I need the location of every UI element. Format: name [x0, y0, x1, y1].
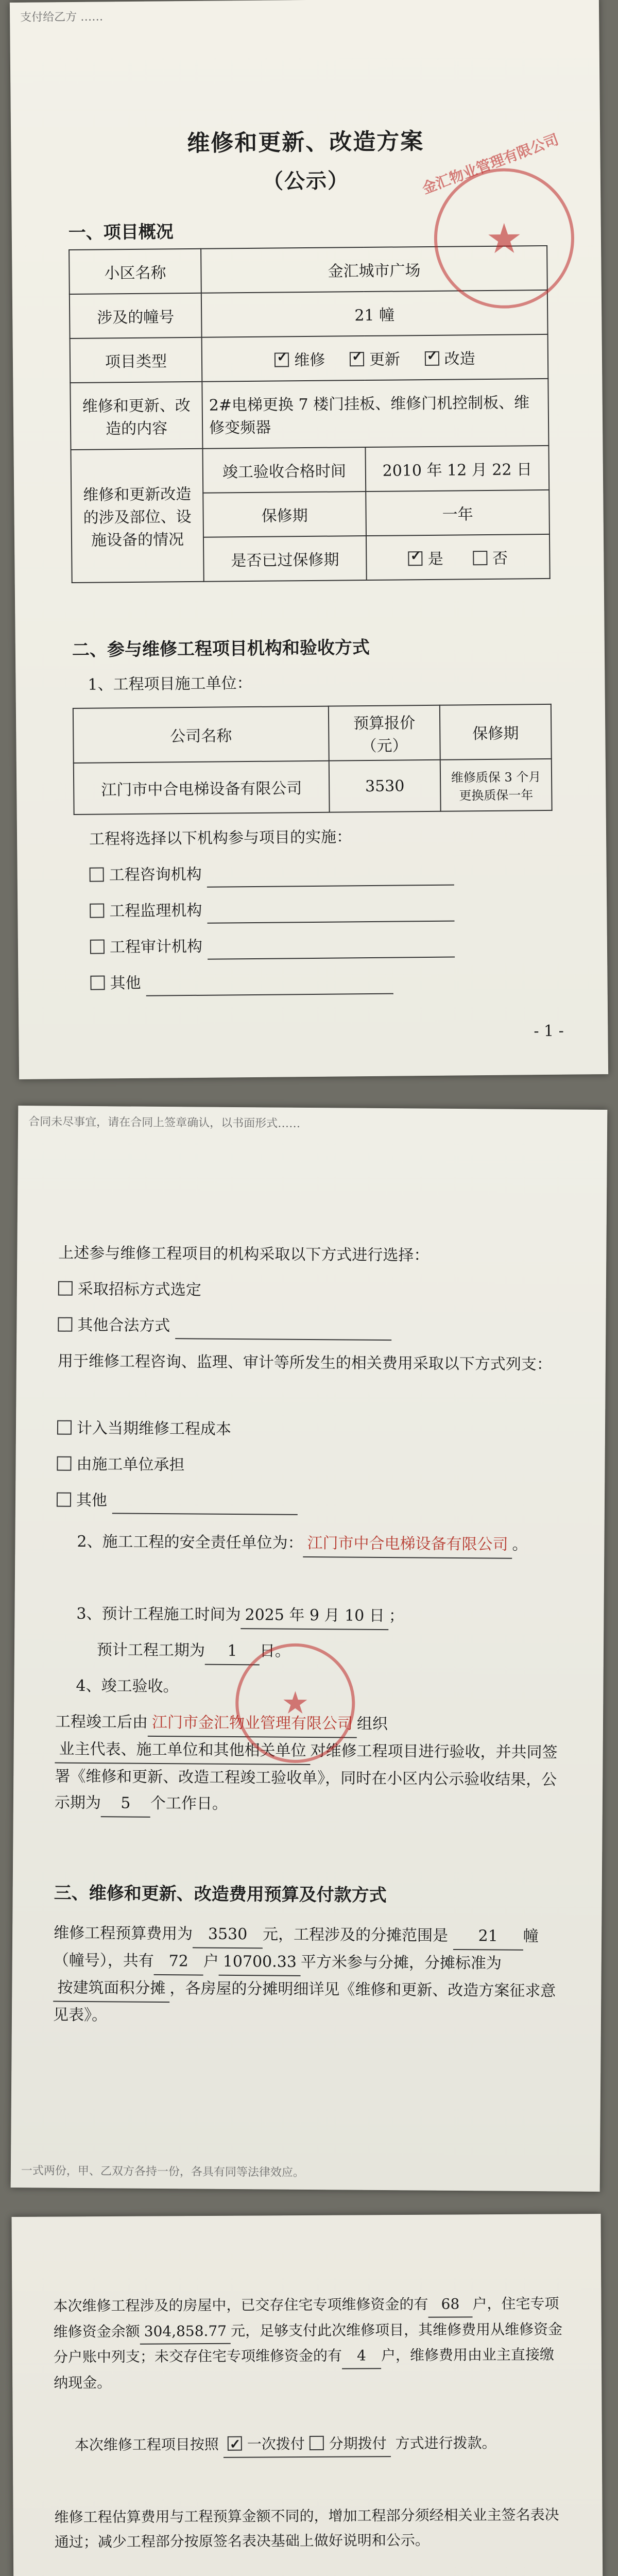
- option-label: 工程咨询机构: [109, 865, 202, 885]
- text: 组织: [356, 1715, 388, 1734]
- text: ，共有: [107, 1952, 154, 1970]
- text: 对维修工程项目进行验收，并共同签署《维修和更新、改造工程竣工验收单》，同时在小区内公示验收结果，公示期为: [54, 1742, 558, 1812]
- col-header: 保修期: [440, 704, 552, 760]
- budget-paragraph: [53, 1920, 563, 2032]
- budget-value: 3530: [329, 760, 441, 812]
- seal-star-icon: ★: [281, 1685, 310, 1722]
- duration-value: 1: [205, 1638, 260, 1666]
- blank-line: [207, 885, 454, 888]
- text: 维修工程预算费用为: [54, 1924, 193, 1943]
- seal-text: 金汇物业管理有限公司: [420, 130, 561, 197]
- checkbox-checked: [425, 351, 439, 366]
- checkbox-unchecked: [58, 1317, 72, 1332]
- option-label: 由施工单位承担: [76, 1455, 185, 1475]
- construction-time-line: [76, 1601, 404, 1630]
- col-header: 公司名称: [73, 706, 329, 763]
- option-label: 其他合法方式: [77, 1316, 170, 1335]
- payment-options: [224, 2431, 391, 2458]
- text: 工程竣工后由: [55, 1713, 148, 1732]
- bottom-note: 一式两份，甲、乙双方各持一份，各具有同等法律效应。: [21, 2164, 304, 2179]
- paid-households: 68: [428, 2292, 472, 2317]
- text: 户，维修费用由业主直接缴纳现金。: [54, 2346, 555, 2392]
- blank-line: [207, 921, 454, 924]
- agency-option: [90, 931, 455, 961]
- allocation-standard: 按建筑面积分摊: [53, 1975, 169, 2003]
- selection-option: [57, 1415, 231, 1443]
- text: 3、预计工程施工时间为: [76, 1604, 241, 1624]
- checkbox-checked: [350, 352, 364, 366]
- agencies-intro: 工程将选择以下机构参与项目的实施：: [89, 828, 352, 849]
- cell-value: 21 幢: [201, 290, 548, 337]
- text: 本次维修工程项目按照: [74, 2435, 219, 2454]
- fund-paragraph: [53, 2291, 563, 2395]
- publicity-days-value: 5: [101, 1790, 150, 1818]
- page-3: [12, 2214, 607, 2576]
- option-label: 其他: [76, 1491, 108, 1510]
- top-note: 合同未尽事宜，请在合同上签章确认，以书面形式……: [28, 1115, 301, 1130]
- building-number: 21: [453, 1923, 523, 1951]
- cell-value: 一年: [366, 490, 550, 536]
- text: 日。: [259, 1642, 291, 1660]
- option-label: 工程审计机构: [109, 937, 203, 957]
- text: 元，足够支付此次维修项目，其维修费用从维修资金分户账中列支；未交存住宅专项维修资金的有: [53, 2320, 563, 2366]
- cell-label: 维修和更新、改造的内容: [70, 382, 202, 450]
- option-label: 其他: [110, 974, 141, 993]
- text: 元，工程涉及的分摊范围是: [263, 1925, 449, 1945]
- option-label: 工程监理机构: [109, 901, 202, 921]
- option-label: 更新: [369, 350, 401, 369]
- checkbox-unchecked: [90, 939, 105, 954]
- blank-line: [175, 1338, 391, 1341]
- text: 预计工程工期为: [96, 1641, 205, 1660]
- item-1-label: 1、工程项目施工单位：: [88, 674, 252, 694]
- warranty-value: 维修质保 3 个月更换质保一年: [440, 759, 552, 811]
- blank-line: [208, 957, 455, 960]
- paragraph: 上述参与维修工程项目的机构采取以下方式进行选择：: [58, 1244, 430, 1265]
- top-note: 支付给乙方 ……: [20, 10, 104, 24]
- text: 平方米参与分摊，分摊标准为: [300, 1953, 502, 1973]
- project-type-options: [202, 334, 548, 382]
- option-label: 改造: [444, 350, 475, 368]
- household-count: 72: [154, 1948, 203, 1976]
- warranty-options: [366, 534, 550, 580]
- unpaid-households: 4: [342, 2343, 381, 2369]
- selection-option: [57, 1451, 184, 1479]
- agency-option: [90, 968, 393, 997]
- selection-option: [58, 1276, 201, 1303]
- text: 个工作日。: [150, 1794, 228, 1813]
- section-3-heading: 三、维修和更新、改造费用预算及付款方式: [54, 1883, 387, 1906]
- checkbox-checked: [228, 2436, 242, 2451]
- construction-date-value: 2025 年 9 月 10 日: [241, 1602, 389, 1630]
- text: ；: [388, 1607, 404, 1625]
- cell-label: 竣工验收合格时间: [202, 447, 366, 493]
- option-label: 计入当期维修工程成本: [76, 1419, 232, 1438]
- payment-method-line: [75, 2430, 564, 2459]
- doc-title: 维修和更新、改造方案: [187, 128, 424, 157]
- safety-unit-line: [77, 1529, 561, 1560]
- cell-value: 2#电梯更换 7 楼门挂板、维修门机控制板、维修变频器: [202, 379, 548, 449]
- text: ，各房屋的分摊明细详见《维修和更新、改造方案征求意见表》。: [53, 1979, 556, 2025]
- option-label: 一次拨付: [247, 2435, 305, 2453]
- cell-label: 保修期: [203, 492, 366, 537]
- option-label: 采取招标方式选定: [77, 1280, 201, 1299]
- option-label: 是: [427, 550, 443, 568]
- cell-label: 项目类型: [70, 337, 202, 383]
- page-1: [10, 0, 608, 1079]
- text: 户: [203, 1952, 219, 1971]
- checkbox-unchecked: [473, 551, 487, 565]
- text: 2、施工工程的安全责任单位为：: [77, 1532, 303, 1552]
- section-2-heading: 二、参与维修工程项目机构和验收方式: [72, 637, 370, 661]
- text: 户，住宅专项维修资金余额: [53, 2295, 559, 2341]
- checkbox-unchecked: [90, 903, 104, 918]
- option-label: 维修: [294, 351, 325, 370]
- organizer-value: 江门市金汇物业管理有限公司: [148, 1709, 357, 1738]
- safety-unit-value: 江门市中合电梯设备有限公司: [303, 1530, 512, 1559]
- checkbox-unchecked: [58, 1281, 73, 1296]
- checkbox-unchecked: [57, 1493, 71, 1507]
- cell-label: 涉及的幢号: [70, 293, 202, 338]
- section-1-heading: 一、项目概况: [68, 222, 174, 244]
- text: 。: [512, 1535, 528, 1554]
- cell-label: 小区名称: [69, 249, 201, 294]
- option-label: 分期拨付: [329, 2435, 387, 2452]
- checkbox-unchecked: [57, 1420, 72, 1435]
- seal-star-icon: ★: [485, 214, 523, 263]
- company-name: 江门市中合电梯设备有限公司: [74, 761, 330, 815]
- page-2: [11, 1106, 608, 2192]
- area-value: 10700.33: [219, 1948, 301, 1976]
- selection-option: [57, 1487, 298, 1515]
- cell-label: 维修和更新改造的涉及部位、设施设备的情况: [71, 449, 203, 583]
- budget-diff-paragraph: 维修工程估算费用与工程预算金额不同的，增加工程部分须经相关业主签名表决通过；减少工程部分按原签名表决基础上做好说明和公示。: [54, 2506, 559, 2551]
- blank-line: [112, 1513, 297, 1515]
- text: 幢（幢号）: [53, 1927, 539, 1970]
- cell-value: 2010 年 12 月 22 日: [365, 446, 549, 492]
- cell-value: 金汇城市广场: [201, 246, 547, 293]
- participants-value: 业主代表、施工单位和其他相关单位: [55, 1736, 310, 1765]
- agency-option: [89, 859, 454, 889]
- cell-label: 是否已过保修期: [203, 536, 367, 582]
- company-seal: [434, 167, 575, 309]
- page-number: - 1 -: [534, 1022, 564, 1041]
- acceptance-heading: 4、竣工验收。: [76, 1676, 179, 1696]
- checkbox-unchecked: [57, 1456, 71, 1471]
- budget-value: 3530: [193, 1921, 263, 1948]
- selection-option: [58, 1312, 391, 1341]
- checkbox-checked: [274, 352, 289, 367]
- paragraph: 用于维修工程咨询、监理、审计等所发生的相关费用采取以下方式列支：: [57, 1352, 552, 1374]
- col-header: 预算报价（元）: [329, 705, 440, 761]
- fund-balance: 304,858.77: [140, 2318, 231, 2345]
- contractor-table: [73, 704, 553, 815]
- checkbox-unchecked: [310, 2436, 324, 2450]
- text: 方式进行拨款。: [395, 2434, 496, 2452]
- doc-subtitle: （公示）: [262, 168, 350, 194]
- agency-option: [90, 895, 454, 925]
- checkbox-unchecked: [90, 975, 105, 990]
- text: 本次维修工程涉及的房屋中，已交存住宅专项维修资金的有: [53, 2295, 428, 2315]
- option-label: 否: [492, 549, 508, 568]
- checkbox-unchecked: [90, 868, 104, 882]
- company-seal: [235, 1643, 355, 1764]
- checkbox-checked: [408, 551, 423, 566]
- blank-line: [146, 993, 393, 996]
